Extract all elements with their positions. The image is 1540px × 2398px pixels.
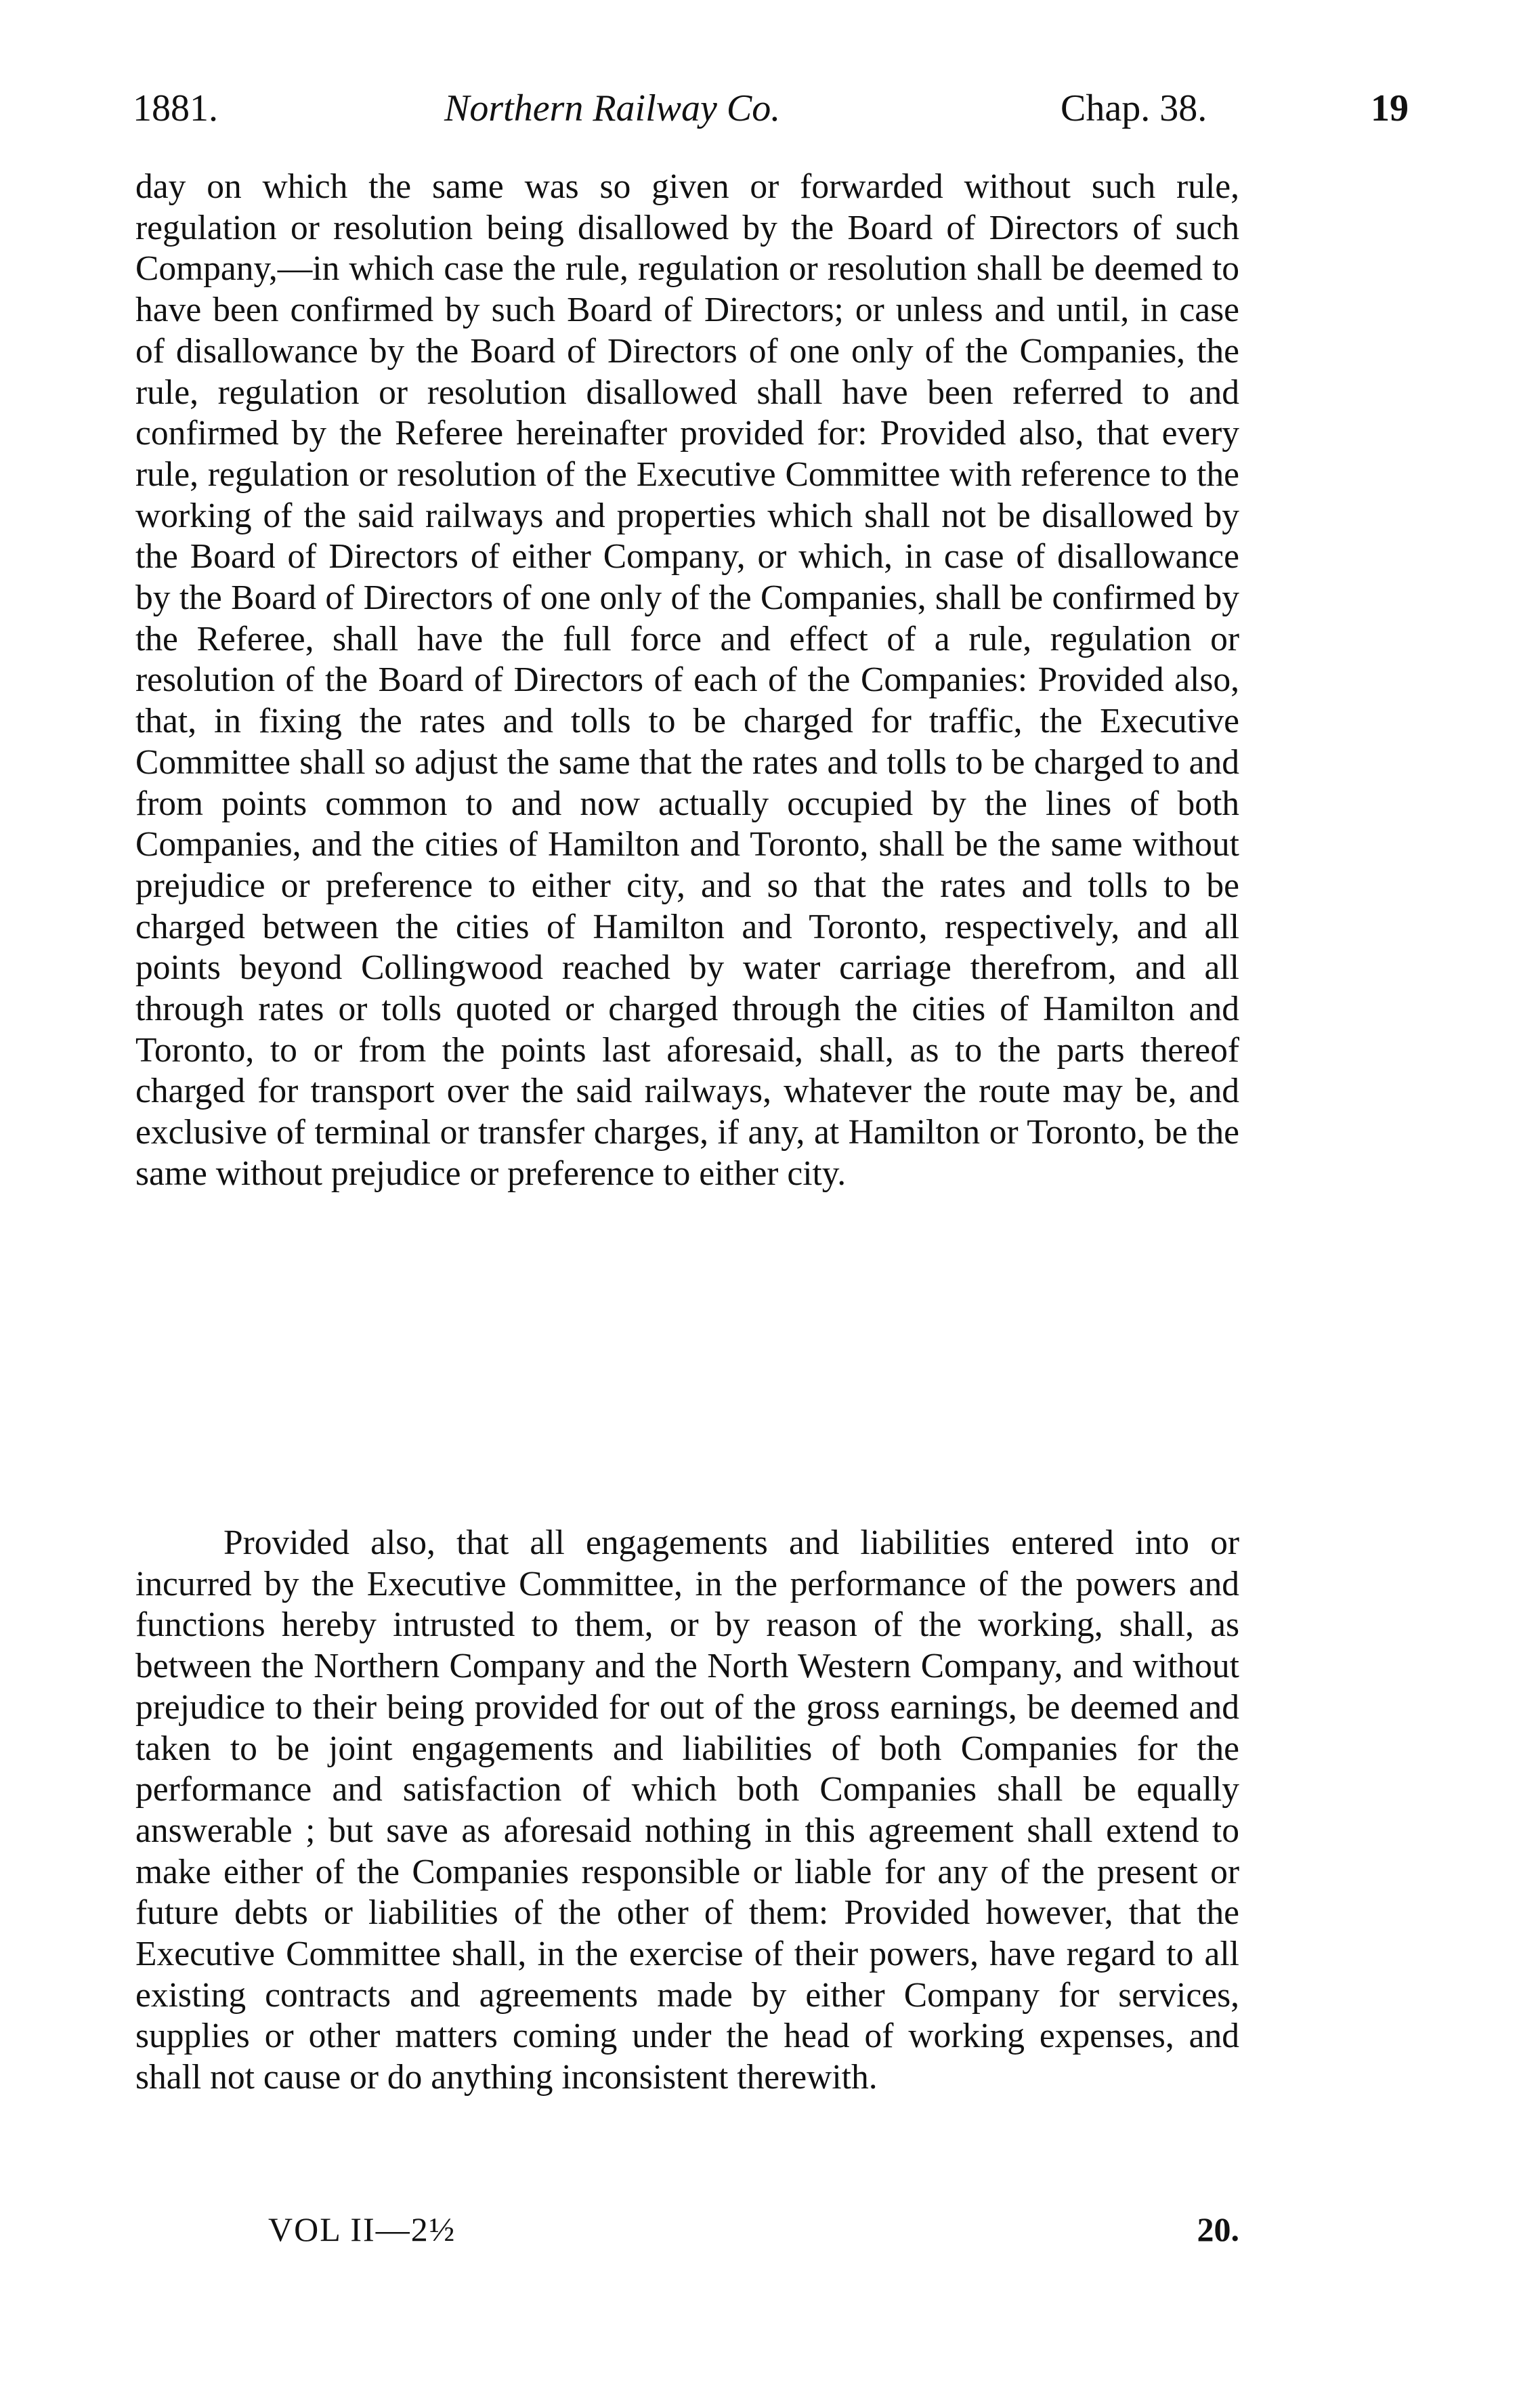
header-title: Northern Railway Co. xyxy=(444,87,781,129)
body-paragraph-2: Provided also, that all engagements and liabilities entered into or incurred by the Executive Committee, in the performance of the powers and functions hereby intrusted to them, or by reason of the working, shall, as between the Northern Company and the North Western Company, and without prejudice to their being provided for out of the gross earnings, be deemed and taken to be joint engagements and liabilities of both Companies for the performance and satisfaction of which both Companies shall be equally answerable ; but save as aforesaid nothing in this agreement shall extend to make either of the Companies responsible or liable for any of the present or future debts or liabilities of the other of them: Provided however, that the Executive Committee shall, in the exercise of their powers, have regard to all existing contracts and agreements made by either Company for services, supplies or other matters coming under the head of working expenses, and shall not cause or do anything inconsistent therewith. xyxy=(135,1523,1239,2097)
header-year: 1881. xyxy=(133,87,218,129)
header-chapter: Chap. 38. xyxy=(1061,87,1207,129)
body-paragraph-1: day on which the same was so given or forwarded without such rule, regulation or resolution being disallowed by the Board of Directors of such Company,—in which case the rule, regulation or resolution shall be deemed to have been confirmed by such Board of Directors; or unless and until, in case of disallowance by the Board of Directors of one only of the Companies, the rule, regulation or resolution disallowed shall have been referred to and confirmed by the Referee hereinafter provided for: Provided also, that every rule, regulation or resolution of the Executive Committee with reference to the working of the said railways and properties which shall not be disallowed by the Board of Directors of either Company, or which, in case of disallowance by the Board of Directors of one only of the Companies, shall be confirmed by the Referee, shall have the full force and effect of a rule, regulation or resolution of the Board of Directors of each of the Companies: Provided also, that, in fixing the rates and tolls to be charged for traffic, the Executive Committee shall so adjust the same that the rates and tolls to be charged to and from points common to and now actually occupied by the lines of both Companies, and the cities of Hamilton and Toronto, shall be the same without prejudice or preference to either city, and so that the rates and tolls to be charged between the cities of Hamilton and Toronto, respectively, and all points beyond Collingwood reached by water carriage therefrom, and all through rates or tolls quoted or charged through the cities of Hamilton and Toronto, to or from the points last aforesaid, shall, as to the parts thereof charged for transport over the said railways, whatever the route may be, and exclusive of terminal or transfer charges, if any, at Hamilton or Toronto, be the same without prejudice or preference to either city. xyxy=(135,167,1239,1193)
page-number: 19 xyxy=(1371,87,1409,129)
signature-mark: VOL II—2½ xyxy=(268,2210,456,2248)
page-footer xyxy=(135,2206,1239,2253)
catchword: 20. xyxy=(1197,2210,1239,2248)
running-header xyxy=(133,81,1467,135)
